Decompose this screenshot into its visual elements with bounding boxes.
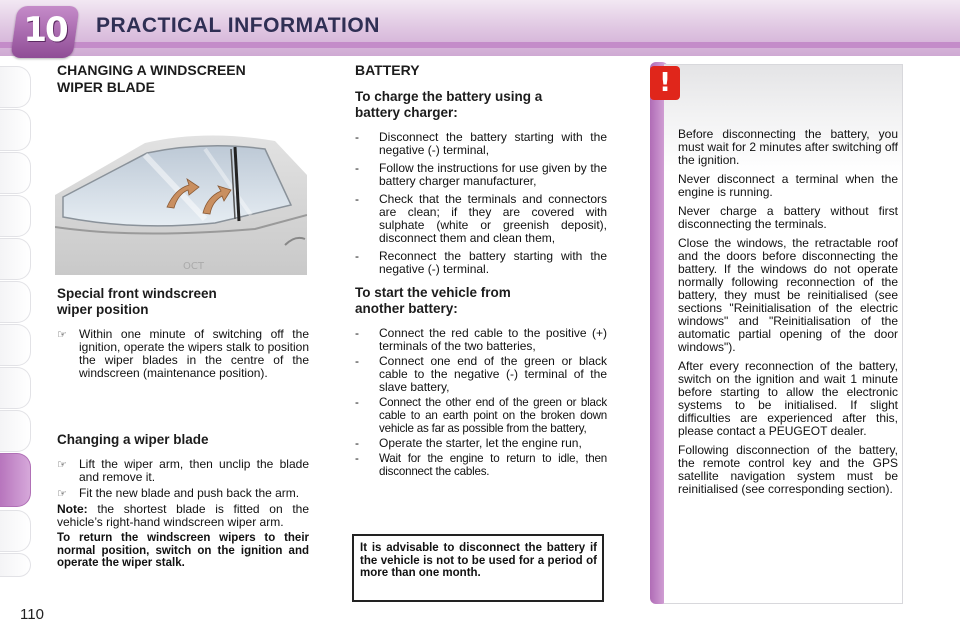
chapter-tab[interactable] [0,238,31,280]
warning-paragraph: Never disconnect a terminal when the engine is running. [678,172,898,199]
chapter-number: 10 [23,10,67,50]
pointing-hand-icon: ☞ [57,487,67,500]
advice-box [352,534,604,602]
chapter-tab[interactable] [0,510,31,552]
chapter-tab-active[interactable] [0,453,31,507]
changing-blade-section [57,432,309,570]
chapter-tab[interactable] [0,324,31,366]
chapter-tab[interactable] [0,109,31,151]
chapter-tab[interactable] [0,553,31,577]
special-position-section [57,286,309,383]
battery-title: BATTERY [355,62,420,78]
note-text: the shortest blade is fitted on the vehicle’s right-hand windscreen wiper arm. [57,502,309,529]
special-heading-line1: Special front windscreen [57,286,217,301]
chapter-tab[interactable] [0,195,31,237]
windscreen-wiper-illustration [55,135,307,275]
advice-text: It is advisable to disconnect the battery if the vehicle is not to be used for a period of more than one month. [360,542,597,579]
note-paragraph [57,503,309,529]
wiper-title-line2: WIPER BLADE [57,79,155,95]
start-step: - Connect one end of the green or black cable to the negative (-) terminal of the slave battery, [355,354,607,394]
changing-heading: Changing a wiper blade [57,432,209,447]
warning-panel [650,62,904,604]
start-step: - Wait for the engine to return to idle, then disconnect the cables. [355,452,607,478]
chapter-tabs [0,64,34,584]
exclamation-icon: ! [650,66,680,100]
pointing-hand-icon: ☞ [57,458,67,471]
charge-step: - Check that the terminals and connectors are clean; if they are covered with sulphate (white or greenish deposit), disconnect them and clean them, [355,192,607,245]
warning-paragraph: Close the windows, the retractable roof and the doors before disconnecting the battery. If the windows do not operate normally following reconnection of the battery, they must be reinitialised (see sections "Reinitialisation of the electric windows" and "Reinitialisation of the automatic partial opening of the door windows"). [678,236,898,354]
page-title: PRACTICAL INFORMATION [96,14,380,37]
wiper-section [57,62,309,96]
warning-text [678,128,898,502]
changing-bullet-2-text: Fit the new blade and push back the arm. [79,486,300,500]
start-step: - Operate the starter, let the engine run, [355,436,582,450]
chapter-tab[interactable] [0,410,31,452]
warning-paragraph: After every reconnection of the battery, switch on the ignition and wait 1 minute before starting to allow the electronic systems to be initialised. If slight difficulties are experienced after this, please contact a PEUGEOT dealer. [678,359,898,438]
charge-step: - Disconnect the battery starting with the negative (-) terminal, [355,130,607,157]
wiper-title-line1: CHANGING A WINDSCREEN [57,62,246,78]
changing-bullet-2 [57,487,309,500]
special-heading-line2: wiper position [57,302,149,317]
warning-paragraph: Before disconnecting the battery, you must wait for 2 minutes after switching off the ignition. [678,127,898,167]
chapter-tab[interactable] [0,152,31,194]
page-number: 110 [20,606,44,623]
start-heading-line1: To start the vehicle from [355,285,511,300]
chapter-tab[interactable] [0,66,31,108]
svg-text:OCT: OCT [183,261,204,272]
charge-step: - Reconnect the battery starting with the negative (-) terminal. [355,249,607,276]
battery-section [355,62,607,480]
warning-paragraph: Never charge a battery without first disconnecting the terminals. [678,204,898,231]
special-bullet [57,328,309,380]
changing-bullet-1-text: Lift the wiper arm, then unclip the blade and remove it. [79,457,309,484]
charge-step: - Follow the instructions for use given by the battery charger manufacturer, [355,161,607,188]
charge-heading-line1: To charge the battery using a [355,89,543,104]
note-label: Note: [57,502,88,516]
changing-bullet-1 [57,458,309,484]
charge-heading-line2: battery charger: [355,105,458,120]
chapter-tab[interactable] [0,281,31,323]
start-step: - Connect the red cable to the positive (+) terminals of the two batteries, [355,326,607,353]
pointing-hand-icon: ☞ [57,328,67,341]
header-divider [0,42,960,48]
warning-paragraph: Following disconnection of the battery, the remote control key and the GPS satellite navigation system must be reinitialised (see corresponding section). [678,443,898,496]
special-bullet-text: Within one minute of switching off the ignition, operate the wipers stalk to position the wiper blades in the centre of the windscreen (maintenance position). [79,327,309,380]
return-wipers-text: To return the windscreen wipers to their normal position, switch on the ignition and operate the wiper stalk. [57,532,309,569]
chapter-tab[interactable] [0,367,31,409]
start-step: - Connect the other end of the green or black cable to an earth point on the broken down vehicle as far as possible from the battery, [355,396,607,435]
start-heading-line2: another battery: [355,301,458,316]
